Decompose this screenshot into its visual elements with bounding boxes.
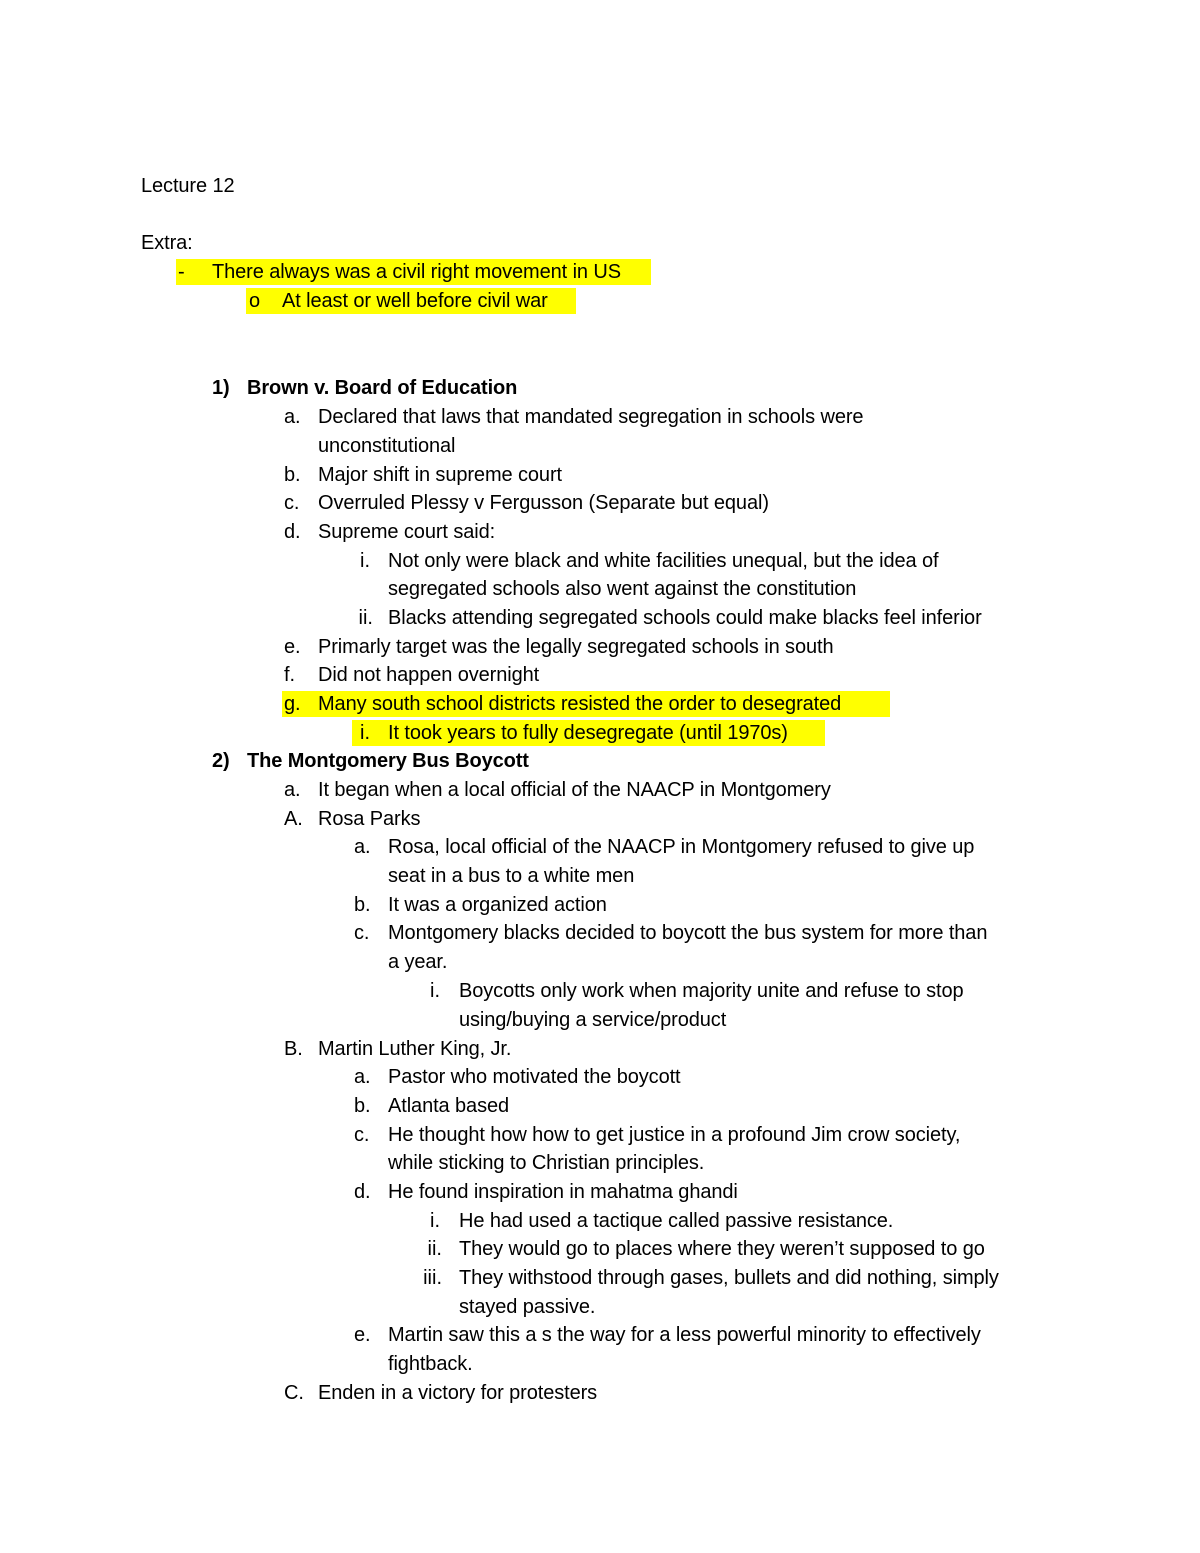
extra-bullet-text: There always was a civil right movement in US xyxy=(212,261,621,283)
s2-B-d-iii-line1: They withstood through gases, bullets and did nothing, simply xyxy=(459,1267,999,1289)
s2-B-d-iii-marker: iii. xyxy=(423,1267,442,1289)
s2-A-b-marker: b. xyxy=(354,894,371,916)
s1-d-ii-text: Blacks attending segregated schools could make blacks feel inferior xyxy=(388,607,982,629)
s1-f-marker: f. xyxy=(284,664,295,686)
s1-g-text: Many south school districts resisted the order to desegrated xyxy=(318,693,842,715)
s1-a-marker: a. xyxy=(284,406,301,428)
s2-A-c-marker: c. xyxy=(354,922,370,944)
section-1-marker: 1) xyxy=(212,377,230,399)
s2-B-b-text: Atlanta based xyxy=(388,1095,510,1117)
s2-B-c-line1: He thought how how to get justice in a profound Jim crow society, xyxy=(388,1124,961,1146)
s2-B-a-text: Pastor who motivated the boycott xyxy=(388,1066,681,1088)
s2-B-marker: B. xyxy=(284,1038,303,1060)
s2-B-c-marker: c. xyxy=(354,1124,370,1146)
s2-B-d-iii-line2: stayed passive. xyxy=(459,1296,596,1318)
s1-d-text: Supreme court said: xyxy=(318,521,496,543)
s2-A-c-line1: Montgomery blacks decided to boycott the bus system for more than xyxy=(388,922,988,944)
extra-bullet-marker: - xyxy=(178,261,185,283)
s2-C-marker: C. xyxy=(284,1382,304,1404)
s1-e-text: Primarly target was the legally segregated schools in south xyxy=(318,636,834,658)
s2-B-d-marker: d. xyxy=(354,1181,371,1203)
extra-sub-marker: o xyxy=(249,290,261,312)
section-2-marker: 2) xyxy=(212,750,230,772)
s2-B-e-line2: fightback. xyxy=(388,1353,473,1375)
s2-A-b-text: It was a organized action xyxy=(388,894,607,916)
s2-B-d-i-text: He had used a tactique called passive resistance. xyxy=(459,1210,894,1232)
s2-B-b-marker: b. xyxy=(354,1095,371,1117)
s1-g-marker: g. xyxy=(284,693,301,715)
s2-B-d-ii-marker: ii. xyxy=(427,1238,442,1260)
s1-d-ii-marker: ii. xyxy=(358,607,373,629)
extra-label: Extra: xyxy=(141,232,193,254)
s2-B-text: Martin Luther King, Jr. xyxy=(318,1038,512,1060)
s2-A-c-i-line2: using/buying a service/product xyxy=(459,1009,727,1031)
s1-d-i-line1: Not only were black and white facilities unequal, but the idea of xyxy=(388,550,939,572)
s2-A-c-i-marker: i. xyxy=(430,980,440,1002)
s2-A-c-i-line1: Boycotts only work when majority unite and refuse to stop xyxy=(459,980,964,1002)
s2-B-d-text: He found inspiration in mahatma ghandi xyxy=(388,1181,738,1203)
document-title: Lecture 12 xyxy=(141,175,235,197)
s2-A-a-line1: Rosa, local official of the NAACP in Montgomery refused to give up xyxy=(388,836,975,858)
s2-A-a-line2: seat in a bus to a white men xyxy=(388,865,635,887)
s2-a-text: It began when a local official of the NAACP in Montgomery xyxy=(318,779,831,801)
s2-A-marker: A. xyxy=(284,808,303,830)
s2-B-c-line2: while sticking to Christian principles. xyxy=(388,1152,705,1174)
s1-d-i-marker: i. xyxy=(360,550,370,572)
s2-A-a-marker: a. xyxy=(354,836,371,858)
s2-A-c-line2: a year. xyxy=(388,951,448,973)
s2-C-text: Enden in a victory for protesters xyxy=(318,1382,598,1404)
s1-a-line2: unconstitutional xyxy=(318,435,456,457)
extra-sub-text: At least or well before civil war xyxy=(282,290,548,312)
s1-g-i-text: It took years to fully desegregate (until 1970s) xyxy=(388,722,788,744)
s1-b-text: Major shift in supreme court xyxy=(318,464,562,486)
s1-g-i-marker: i. xyxy=(360,722,370,744)
s2-B-d-i-marker: i. xyxy=(430,1210,440,1232)
s1-c-marker: c. xyxy=(284,492,300,514)
s1-c-text: Overruled Plessy v Fergusson (Separate but equal) xyxy=(318,492,769,514)
s2-a-marker: a. xyxy=(284,779,301,801)
s1-f-text: Did not happen overnight xyxy=(318,664,540,686)
s1-a-line1: Declared that laws that mandated segregation in schools were xyxy=(318,406,864,428)
s2-B-e-line1: Martin saw this a s the way for a less powerful minority to effectively xyxy=(388,1324,981,1346)
s2-A-text: Rosa Parks xyxy=(318,808,421,830)
s2-B-e-marker: e. xyxy=(354,1324,371,1346)
section-1-heading: Brown v. Board of Education xyxy=(247,377,518,399)
s1-d-marker: d. xyxy=(284,521,301,543)
s1-d-i-line2: segregated schools also went against the constitution xyxy=(388,578,857,600)
section-2-heading: The Montgomery Bus Boycott xyxy=(247,750,529,772)
s2-B-a-marker: a. xyxy=(354,1066,371,1088)
s2-B-d-ii-text: They would go to places where they weren’t supposed to go xyxy=(459,1238,985,1260)
s1-e-marker: e. xyxy=(284,636,301,658)
s1-b-marker: b. xyxy=(284,464,301,486)
